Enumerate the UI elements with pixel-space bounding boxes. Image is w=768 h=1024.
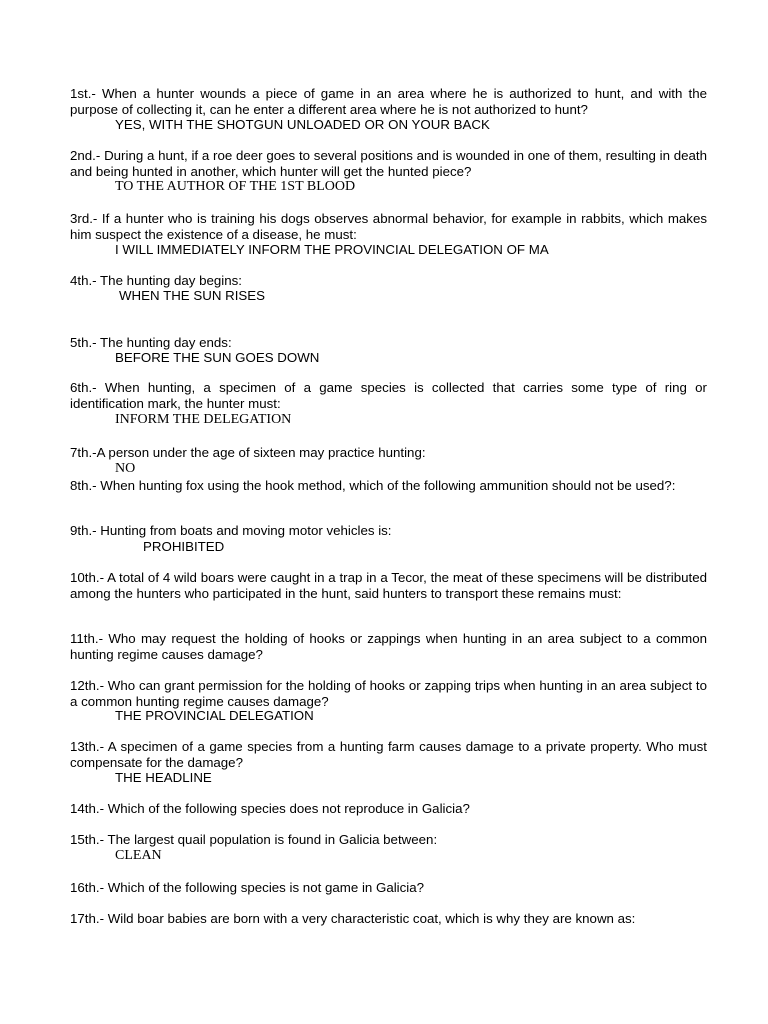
question-16: 16th.- Which of the following species is not game in Galicia? (70, 880, 425, 895)
question-12: 12th.- Who can grant permission for the holding of hooks or zapping trips when hunting in an area subject to a common hunting regime causes damage? (70, 678, 707, 709)
answer-3: I WILL IMMEDIATELY INFORM THE PROVINCIAL DELEGATION OF MA (115, 242, 549, 257)
answer-12: THE PROVINCIAL DELEGATION (115, 708, 314, 723)
answer-13: THE HEADLINE (115, 770, 212, 785)
question-17: 17th.- Wild boar babies are born with a very characteristic coat, which is why they are known as: (70, 911, 636, 926)
question-2: 2nd.- During a hunt, if a roe deer goes to several positions and is wounded in one of them, resulting in death and being hunted in another, which hunter will get the hunted piece? (70, 148, 707, 179)
answer-9: PROHIBITED (143, 539, 225, 554)
question-3: 3rd.- If a hunter who is training his dogs observes abnormal behavior, for example in rabbits, which makes him suspect the existence of a disease, he must: (70, 211, 707, 242)
question-13: 13th.- A specimen of a game species from a hunting farm causes damage to a private property. Who must compensate for the damage? (70, 739, 707, 770)
answer-1: YES, WITH THE SHOTGUN UNLOADED OR ON YOUR BACK (115, 117, 490, 132)
answer-5: BEFORE THE SUN GOES DOWN (115, 350, 320, 365)
question-6: 6th.- When hunting, a specimen of a game species is collected that carries some type of ring or identification mark, the hunter must: (70, 380, 707, 411)
answer-4: WHEN THE SUN RISES (119, 288, 266, 303)
question-10: 10th.- A total of 4 wild boars were caught in a trap in a Tecor, the meat of these specimens will be distributed among the hunters who participated in the hunt, said hunters to transport these remains must: (70, 570, 707, 601)
question-15: 15th.- The largest quail population is found in Galicia between: (70, 832, 438, 847)
question-8: 8th.- When hunting fox using the hook method, which of the following ammunition should not be used?: (70, 478, 676, 493)
answer-6: INFORM THE DELEGATION (115, 412, 292, 427)
question-1: 1st.- When a hunter wounds a piece of game in an area where he is authorized to hunt, and with the purpose of collecting it, can he enter a different area where he is not authorized to hunt? (70, 86, 707, 117)
answer-2: TO THE AUTHOR OF THE 1ST BLOOD (115, 179, 356, 194)
question-11: 11th.- Who may request the holding of hooks or zappings when hunting in an area subject to a common hunting regime causes damage? (70, 631, 707, 662)
question-14: 14th.- Which of the following species does not reproduce in Galicia? (70, 801, 470, 816)
question-5: 5th.- The hunting day ends: (70, 335, 232, 350)
question-9: 9th.- Hunting from boats and moving motor vehicles is: (70, 523, 392, 538)
answer-15: CLEAN (115, 848, 162, 863)
question-4: 4th.- The hunting day begins: (70, 273, 242, 288)
question-7: 7th.-A person under the age of sixteen may practice hunting: (70, 445, 426, 460)
answer-7: NO (115, 461, 136, 476)
